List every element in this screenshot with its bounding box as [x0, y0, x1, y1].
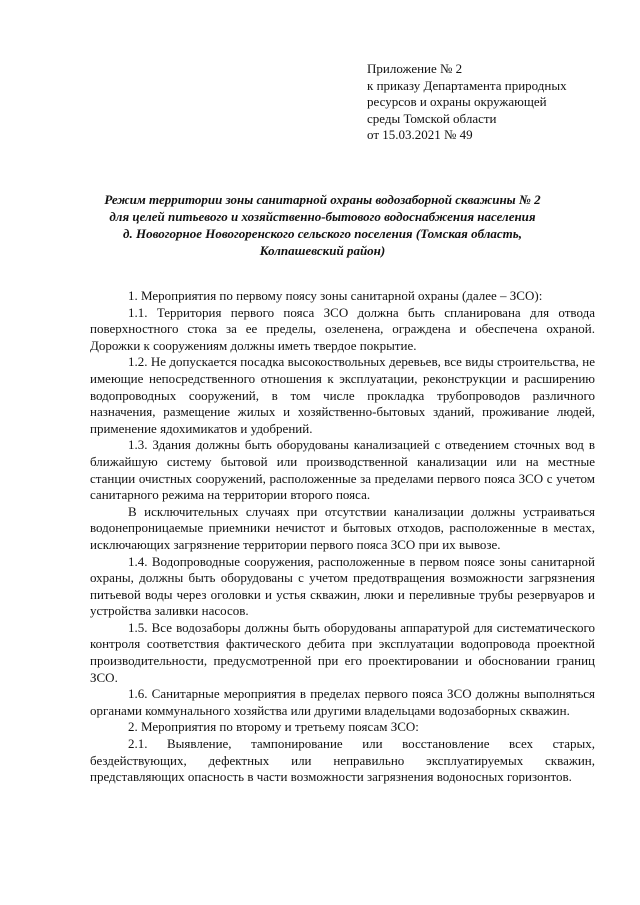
paragraph-1-6: 1.6. Санитарные мероприятия в пределах первого пояса ЗСО должны выполняться органами коммунального хозяйства или другими владельцами водозаборных скважин. [90, 686, 595, 718]
paragraph-1-2: 1.2. Не допускается посадка высокоствольных деревьев, все виды строительства, не имеющие непосредственного отношения к эксплуатации, реконструкции и расширению водопроводных сооружений, в том числе прокладка трубопроводов различного назначения, размещение жилых и хозяйственно-бытовых зданий, проживание людей, применение ядохимикатов и удобрений. [90, 354, 595, 436]
title-line: д. Новогорное Новогоренского сельского поселения (Томская область, [123, 226, 522, 241]
appendix-line: от 15.03.2021 № 49 [367, 127, 473, 143]
paragraph-1-3: 1.3. Здания должны быть оборудованы канализацией с отведением сточных вод в ближайшую систему бытовой или производственной канализации или на местные станции очистных сооружений, расположенные за пределами первого пояса ЗСО с учетом санитарного режима на территории второго пояса. [90, 437, 595, 503]
title-line: для целей питьевого и хозяйственно-бытового водоснабжения населения [109, 209, 536, 224]
paragraph-2-1: 2.1. Выявление, тампонирование или восстановление всех старых, бездействующих, дефектных или неправильно эксплуатируемых скважин, представляющих опасность в части возможности загрязнения водоносных горизонтов. [90, 736, 595, 785]
appendix-block [367, 61, 607, 144]
appendix-line: Приложение № 2 [367, 61, 463, 76]
title-line: Режим территории зоны санитарной охраны водозаборной скважины № 2 [104, 192, 541, 207]
paragraph-section-2: 2. Мероприятия по второму и третьему поясам ЗСО: [128, 719, 419, 735]
document-body [90, 288, 595, 786]
document-title [90, 191, 555, 259]
appendix-line: к приказу Департамента природных [367, 77, 567, 93]
title-line: Колпашевский район) [259, 243, 386, 258]
paragraph-1-5: 1.5. Все водозаборы должны быть оборудованы аппаратурой для систематического контроля соответствия фактического дебита при эксплуатации водопровода проектной производительности, предусмотренной при его проектировании и обосновании границ ЗСО. [90, 619, 595, 685]
appendix-line: среды Томской области [367, 110, 497, 126]
paragraph-1-4: 1.4. Водопроводные сооружения, расположенные в первом поясе зоны санитарной охраны, должны быть оборудованы с учетом предотвращения возможности загрязнения питьевой воды через оголовки и устья скважин, люки и переливные трубы резервуаров и устройства заливки насосов. [90, 553, 595, 619]
paragraph-1-1: 1.1. Территория первого пояса ЗСО должна быть спланирована для отвода поверхностного стока за ее пределы, озеленена, ограждена и обеспечена охраной. Дорожки к сооружениям должны иметь твердое покрытие. [90, 304, 595, 353]
appendix-line: ресурсов и охраны окружающей [367, 94, 547, 110]
paragraph-section-1: 1. Мероприятия по первому поясу зоны санитарной охраны (далее – ЗСО): [128, 288, 543, 303]
paragraph-1-3-exception: В исключительных случаях при отсутствии канализации должны устраиваться водонепроницаемые приемники нечистот и бытовых отходов, расположенные в местах, исключающих загрязнение территории первого пояса ЗСО при их вывозе. [90, 503, 595, 552]
